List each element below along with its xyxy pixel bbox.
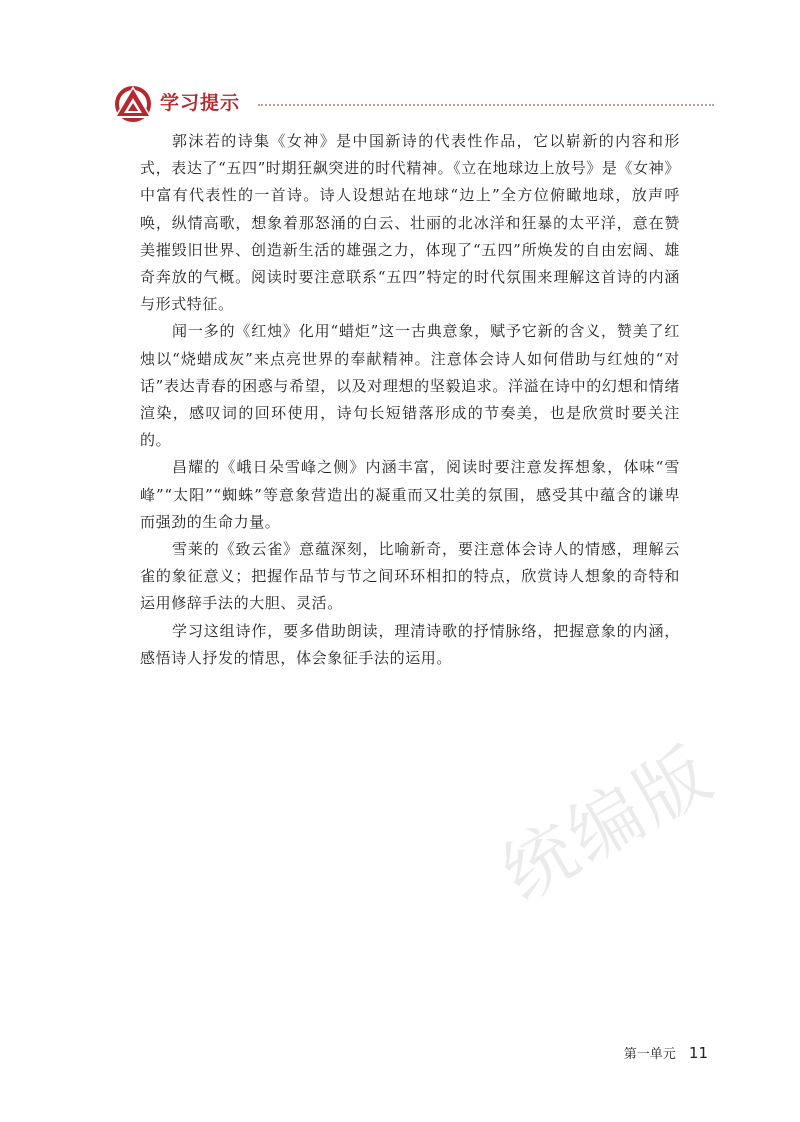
paragraph-wen-yiduo: 闻一多的《红烛》化用“蜡炬”这一古典意象，赋予它新的含义，赞美了红烛以“烧蜡成灰”来点亮世界的奉献精神。注意体会诗人如何借助与红烛的“对话”表达青春的困惑与希望，以及对理想的坚毅追求。洋溢在诗中的幻想和情绪渲染，感叹词的回环使用，诗句长短错落形成的节奏美，也是欣赏时要关注的。 [140,322,680,450]
header-divider [258,104,714,106]
page-footer [624,1042,708,1066]
watermark: 统编版 [488,729,728,917]
page-number: 11 [688,1043,708,1062]
unit-label: 第一单元 [623,1047,676,1062]
paragraph-summary: 学习这组诗作，要多借助朗读，理清诗歌的抒情脉络，把握意象的内涵，感悟诗人抒发的情思，体会象征手法的运用。 [140,621,680,667]
paragraph-guo-moruo: 郭沫若的诗集《女神》是中国新诗的代表性作品，它以崭新的内容和形式，表达了“五四”时期狂飙突进的时代精神。《立在地球边上放号》是《女神》中富有代表性的一首诗。诗人设想站在地球“边上”全方位俯瞰地球，放声呼唤，纵情高歌，想象着那怒涌的白云、壮丽的北冰洋和狂暴的太平洋，意在赞美摧毁旧世界、创造新生活的雄强之力，体现了“五四”所焕发的自由宏阔、雄奇奔放的气概。阅读时要注意联系“五四”特定的时代氛围来理解这首诗的内涵与形式特征。 [140,132,680,314]
learning-tips-body [140,128,680,672]
paragraph-chang-yao: 昌耀的《峨日朵雪峰之侧》内涵丰富，阅读时要注意发挥想象，体味“雪峰”“太阳”“蜘蛛”等意象营造出的凝重而又壮美的氛围，感受其中蕴含的谦卑而强劲的生命力量。 [140,458,680,531]
triangle-logo-icon [112,84,154,122]
section-header [112,84,714,124]
paragraph-shelley: 雪莱的《致云雀》意蕴深刻，比喻新奇，要注意体会诗人的情感，理解云雀的象征意义；把握作品节与节之间环环相扣的特点，欣赏诗人想象的奇特和运用修辞手法的大胆、灵活。 [140,540,680,613]
section-title: 学习提示 [160,92,241,114]
